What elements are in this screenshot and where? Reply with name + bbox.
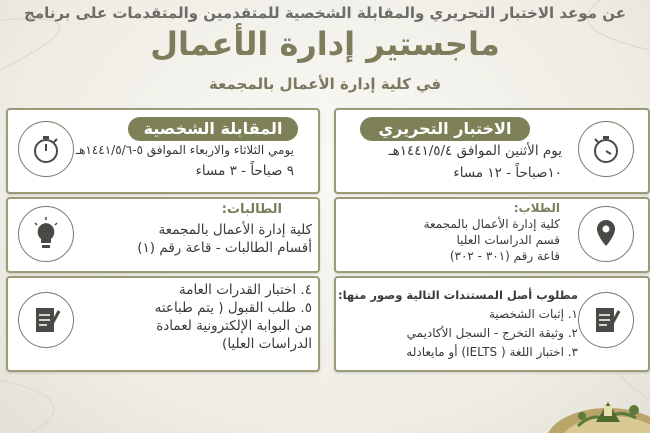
written-exam-time: ١٠صباحاً - ١٢ مساء: [453, 165, 562, 181]
document-pen-icon: [579, 293, 633, 347]
female-students-header: الطالبات:: [221, 202, 282, 217]
requirements-icon-badge: [18, 292, 74, 348]
interview-icon-badge: [18, 121, 74, 177]
header-intro: عن موعد الاختبار التحريري والمقابلة الشخصية للمتقدمين والمتقدمات على برنامج: [24, 4, 626, 22]
students-college: كلية إدارة الأعمال بالمجمعة: [423, 217, 560, 231]
requirement-application-deanship: الدراسات العليا): [222, 336, 312, 352]
page-title: ماجستير إدارة الأعمال: [150, 25, 500, 63]
written-exam-details: [348, 142, 562, 182]
document-pen-icon: [19, 293, 73, 347]
interview-time: ٩ صباحاً - ٣ مساء: [195, 163, 294, 179]
interview-days: يومي الثلاثاء والاربعاء الموافق ٥-١٤٤١/٥/٦هـ: [75, 143, 294, 157]
document-id: ١. إثبات الشخصية: [488, 307, 578, 321]
students-hall: قاعة رقم (٣٠١ - ٣٠٢): [449, 249, 560, 263]
requirements-list: [80, 281, 312, 353]
requirement-application: ٥. طلب القبول ( يتم طباعته: [154, 300, 312, 316]
documents-icon-badge: [578, 292, 634, 348]
female-students-college: كلية إدارة الأعمال بالمجمعة: [158, 222, 312, 238]
female-students-details: [80, 202, 312, 257]
students-header: الطلاب:: [513, 201, 560, 215]
female-students-hall: أقسام الطالبات - قاعة رقم (١): [137, 240, 312, 256]
written-exam-date: يوم الأثنين الموافق ١٤٤١/٥/٤هـ: [388, 143, 562, 159]
documents-header: مطلوب أصل المستندات التالية وصور منها:: [338, 288, 578, 302]
page-subtitle: في كلية إدارة الأعمال بالمجمعة: [208, 75, 442, 93]
document-language-test: ٣. اختبار اللغة ( IELTS) أو مايعادله: [406, 345, 578, 359]
location-pin-icon: [579, 207, 633, 261]
requirement-aptitude: ٤. اختبار القدرات العامة: [178, 282, 312, 298]
lightbulb-icon: [19, 207, 73, 261]
requirement-application-portal: من البوابة الإلكترونية لعمادة: [156, 318, 312, 334]
written-exam-label: الاختبار التحريري: [360, 117, 530, 141]
stopwatch-icon: [19, 122, 73, 176]
students-icon-badge: [578, 206, 634, 262]
document-graduation: ٢. وثيقة التخرج - السجل الأكاديمي: [406, 326, 578, 340]
students-dept: قسم الدراسات العليا: [456, 233, 560, 247]
students-details: [348, 200, 560, 264]
female-students-icon-badge: [18, 206, 74, 262]
interview-details: [75, 142, 294, 180]
documents-list: [338, 287, 578, 360]
stopwatch-icon: [579, 122, 633, 176]
written-exam-icon-badge: [578, 121, 634, 177]
interview-label: المقابلة الشخصية: [128, 117, 298, 141]
university-logo: [548, 382, 650, 433]
